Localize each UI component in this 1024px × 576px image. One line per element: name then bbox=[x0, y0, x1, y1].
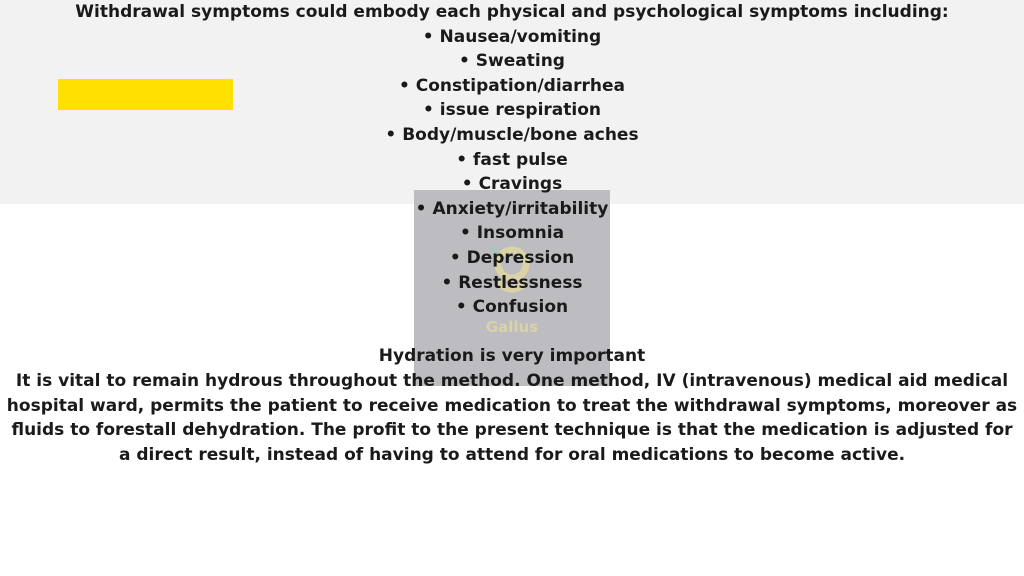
spacer bbox=[0, 320, 1024, 345]
list-item: • Cravings bbox=[461, 174, 563, 195]
list-item: • Constipation/diarrhea bbox=[398, 75, 626, 96]
list-item: • Body/muscle/bone aches bbox=[385, 124, 639, 145]
symptom-list bbox=[0, 25, 1024, 320]
list-item: • issue respiration bbox=[422, 100, 602, 121]
list-item: • Depression bbox=[449, 247, 575, 268]
section-heading: Hydration is very important bbox=[378, 346, 646, 367]
list-item: • Insomnia bbox=[459, 223, 565, 244]
list-item: • Anxiety/irritability bbox=[415, 198, 609, 219]
list-item: • Confusion bbox=[455, 297, 569, 318]
list-item: • Restlessness bbox=[441, 272, 583, 293]
list-item: • fast pulse bbox=[456, 149, 568, 170]
intro-text: Withdrawal symptoms could embody each physical and psychological symptoms including: bbox=[75, 2, 949, 22]
hydration-paragraph: It is vital to remain hydrous throughout the method. One method, IV (intravenous) medical aid medical hospital ward, permits the patient to receive medication to treat the withdrawal symptoms, moreover as fluids to forestall dehydration. The profit to the present technique is that the medication is adjusted for a direct result, instead of having to attend for oral medications to become active. bbox=[6, 370, 1018, 465]
list-item: • Sweating bbox=[459, 51, 565, 72]
logo-name: Gallus bbox=[485, 318, 539, 336]
list-item: • Nausea/vomiting bbox=[422, 26, 602, 47]
